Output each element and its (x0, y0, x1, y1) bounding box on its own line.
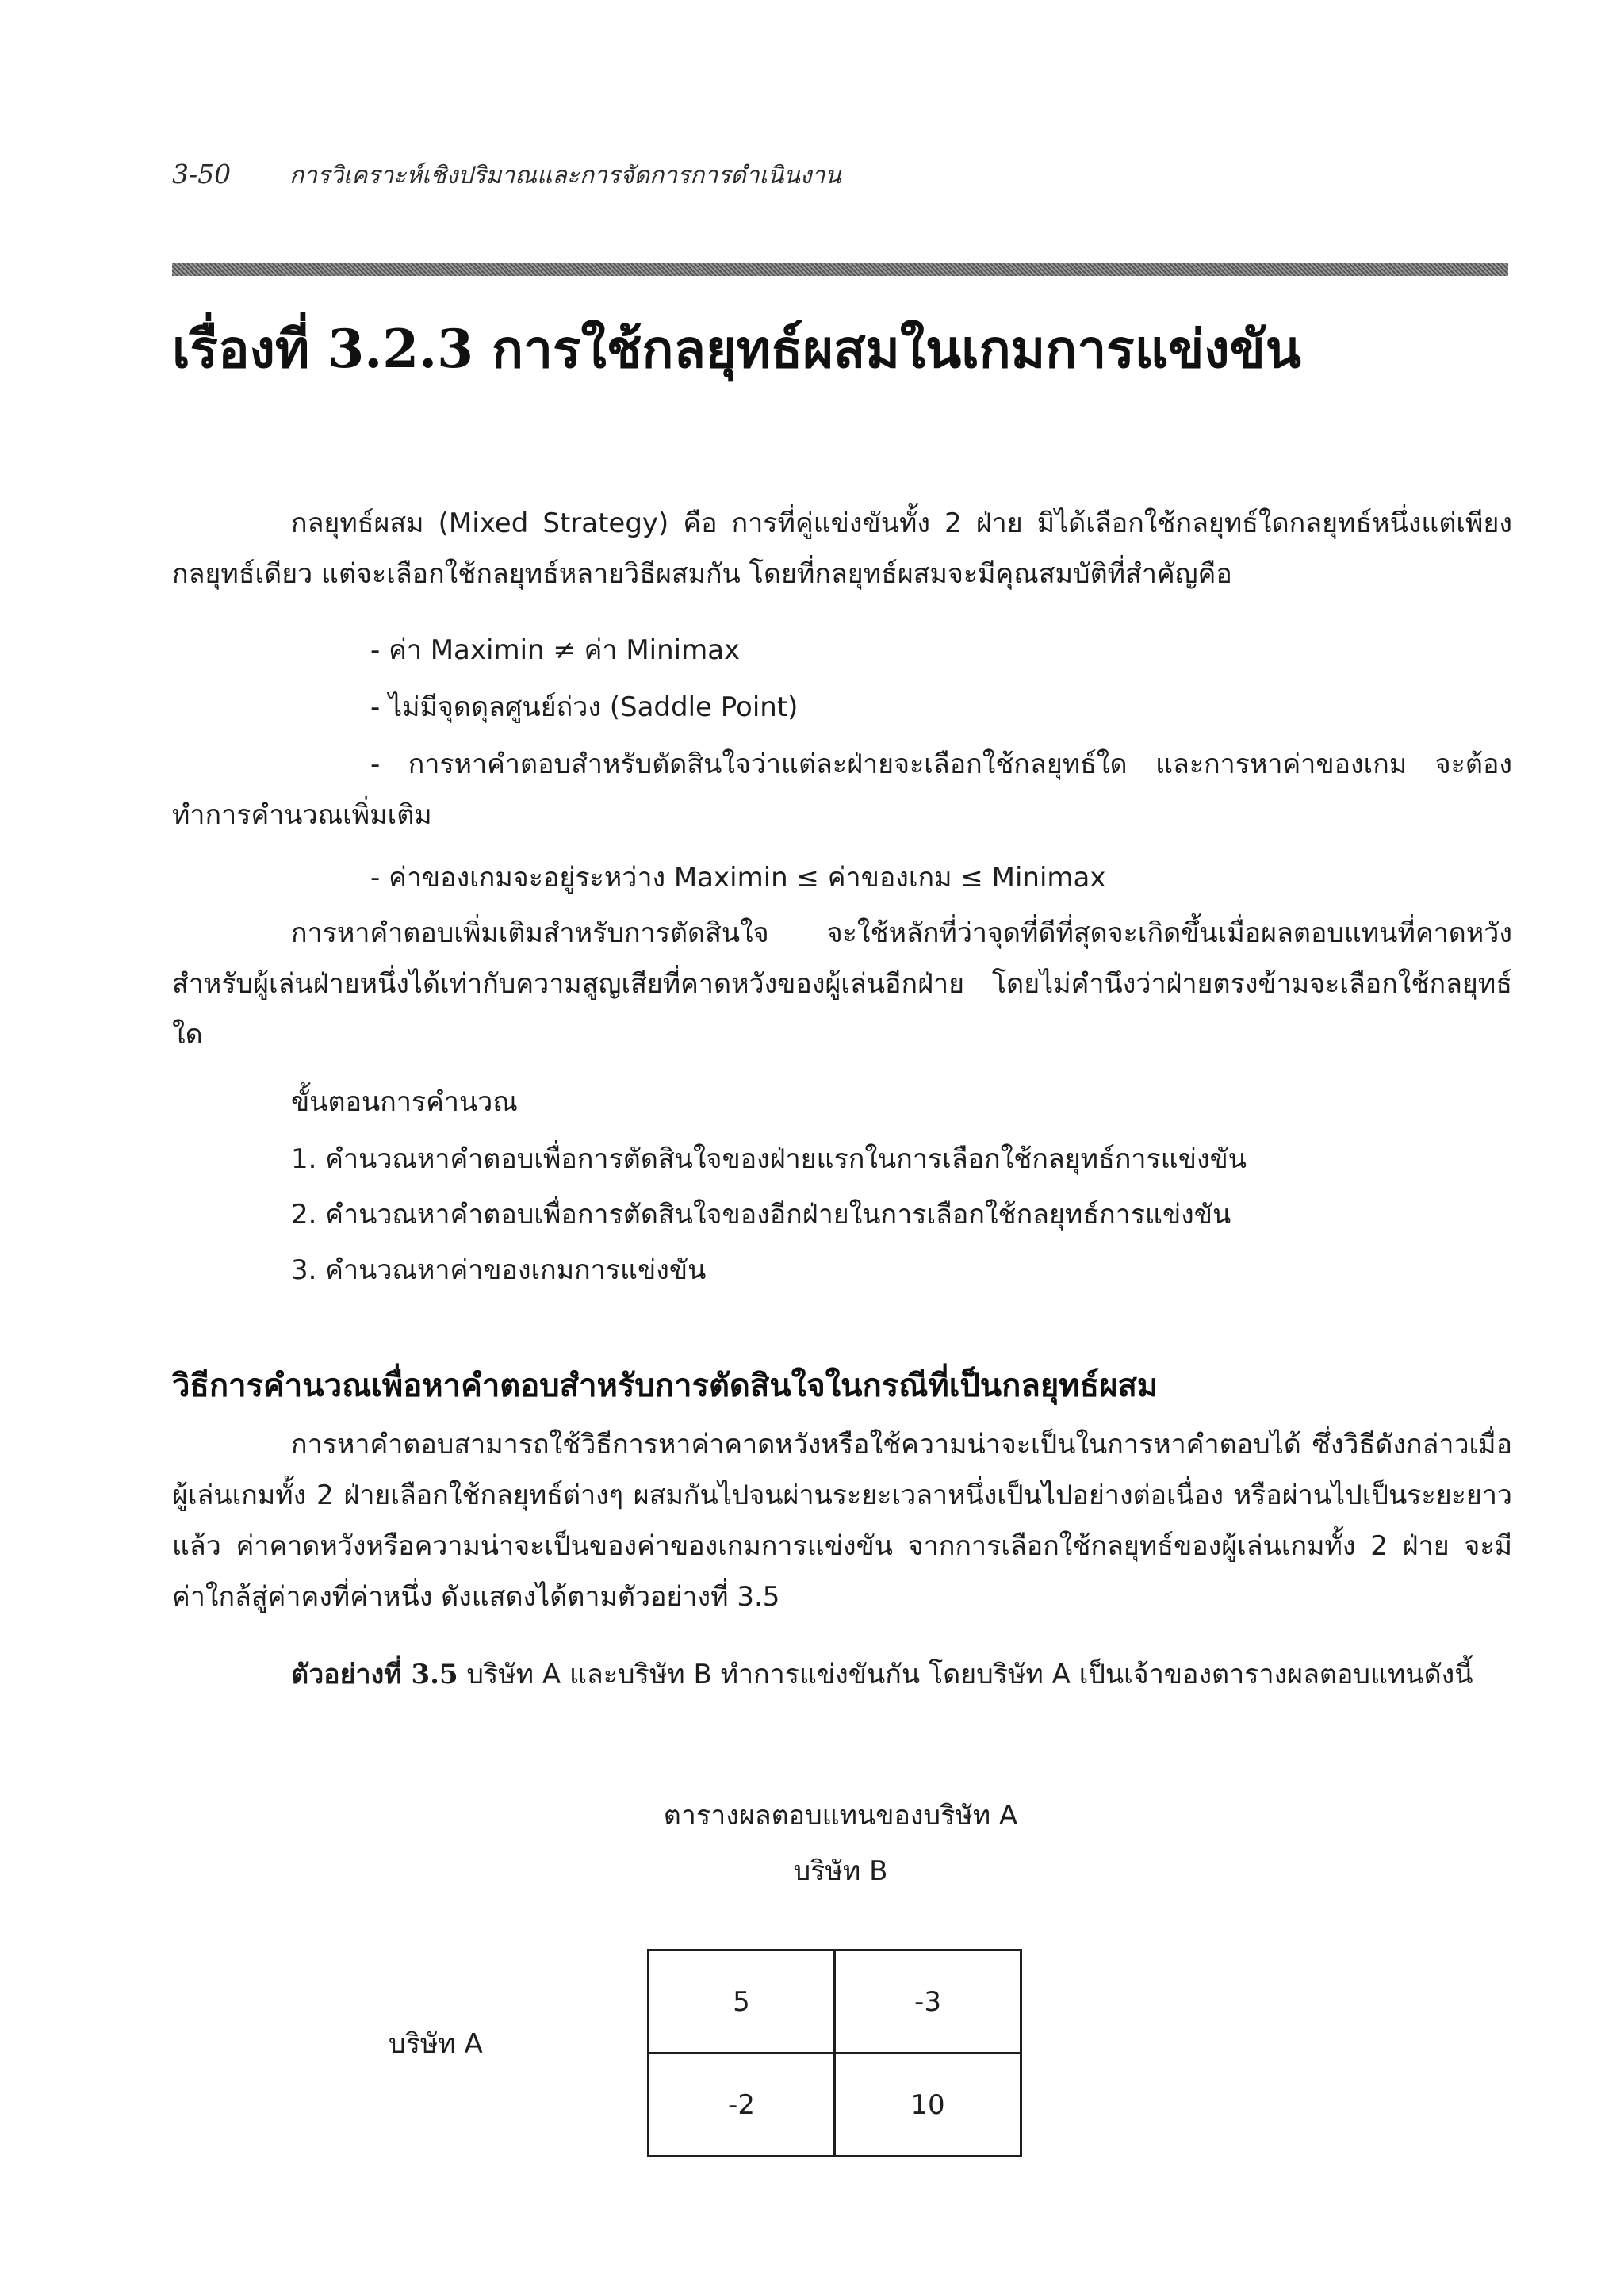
bullet-item: - ค่าของเกมจะอยู่ระหว่าง Maximin ≤ ค่าของเกม ≤ Minimax (370, 862, 1106, 894)
column-player-label: บริษัท B (793, 1855, 888, 1887)
example-label: ตัวอย่างที่ 3.5 (291, 1659, 458, 1690)
row-player-label: บริษัท A (389, 2028, 483, 2060)
method-paragraph: การหาคำตอบสามารถใช้วิธีการหาค่าคาดหวังหรือใช้ความน่าจะเป็นในการหาคำตอบได้ ซึ่งวิธีดังกล่าวเมื่อผู้เล่นเกมทั้ง 2 ฝ่ายเลือกใช้กลยุทธ์ต่างๆ ผสมกันไปจนผ่านระยะเวลาหนึ่งเป็นไปอย่างต่อเนื่อง หรือผ่านไปเป็นระยะยาวแล้ว ค่าคาดหวังหรือความน่าจะเป็นของค่าของเกมการแข่งขัน จากการเลือกใช้กลยุทธ์ของผู้เล่นเกมทั้ง 2 ฝ่าย จะมีค่าใกล้สู่ค่าคงที่ค่าหนึ่ง ดังแสดงได้ตามตัวอย่างที่ 3.5 (172, 1429, 1512, 1613)
steps-heading: ขั้นตอนการคำนวณ (291, 1086, 518, 1118)
principle-paragraph: การหาคำตอบเพิ่มเติมสำหรับการตัดสินใจ จะใช้หลักที่ว่าจุดที่ดีที่สุดจะเกิดขึ้นเมื่อผลตอบแทนที่คาดหวังสำหรับผู้เล่นฝ่ายหนึ่งได้เท่ากับความสูญเสียที่คาดหวังของผู้เล่นอีกฝ่าย โดยไม่คำนึงว่าฝ่ายตรงข้ามจะเลือกใช้กลยุทธ์ใด (172, 917, 1512, 1051)
table-row (649, 2054, 1021, 2157)
table-cell: -2 (649, 2054, 835, 2157)
section-title: เรื่องที่ 3.2.3 การใช้กลยุทธ์ผสมในเกมการแข่งขัน (172, 318, 1301, 380)
table-cell: -3 (835, 1950, 1021, 2054)
step-item: 3. คำนวณหาค่าของเกมการแข่งขัน (291, 1254, 707, 1286)
example-text: บริษัท A และบริษัท B ทำการแข่งขันกัน โดยบริษัท A เป็นเจ้าของตารางผลตอบแทนดังนี้ (458, 1659, 1473, 1690)
intro-paragraph: กลยุทธ์ผสม (Mixed Strategy) คือ การที่คู่แข่งขันทั้ง 2 ฝ่าย มิได้เลือกใช้กลยุทธ์ใดกลยุทธ์หนึ่งแต่เพียงกลยุทธ์เดียว แต่จะเลือกใช้กลยุทธ์หลายวิธีผสมกัน โดยที่กลยุทธ์ผสมจะมีคุณสมบัติที่สำคัญคือ (172, 507, 1512, 590)
step-item: 1. คำนวณหาคำตอบเพื่อการตัดสินใจของฝ่ายแรกในการเลือกใช้กลยุทธ์การแข่งขัน (291, 1143, 1247, 1175)
bullet-item: - ค่า Maximin ≠ ค่า Minimax (370, 634, 741, 666)
header-rule (172, 263, 1508, 276)
bullet-item: - ไม่มีจุดดุลศูนย์ถ่วง (Saddle Point) (370, 691, 799, 723)
table-cell: 10 (835, 2054, 1021, 2157)
payoff-table (647, 1949, 1022, 2157)
table-cell: 5 (649, 1950, 835, 2054)
example-paragraph (172, 1649, 1512, 1700)
bullet-item: - การหาคำตอบสำหรับตัดสินใจว่าแต่ละฝ่ายจะเลือกใช้กลยุทธ์ใด และการหาค่าของเกม จะต้องทำการคำนวณเพิ่มเติม (172, 748, 1512, 831)
step-item: 2. คำนวณหาคำตอบเพื่อการตัดสินใจของอีกฝ่ายในการเลือกใช้กลยุทธ์การแข่งขัน (291, 1199, 1231, 1231)
method-heading: วิธีการคำนวณเพื่อหาคำตอบสำหรับการตัดสินใจในกรณีที่เป็นกลยุทธ์ผสม (172, 1367, 1159, 1404)
book-title: การวิเคราะห์เชิงปริมาณและการจัดการการดำเนินงาน (289, 162, 841, 189)
table-row (649, 1950, 1021, 2054)
payoff-table-title: ตารางผลตอบแทนของบริษัท A (663, 1800, 1018, 1832)
running-header (172, 157, 841, 194)
page-number: 3-50 (172, 159, 232, 189)
